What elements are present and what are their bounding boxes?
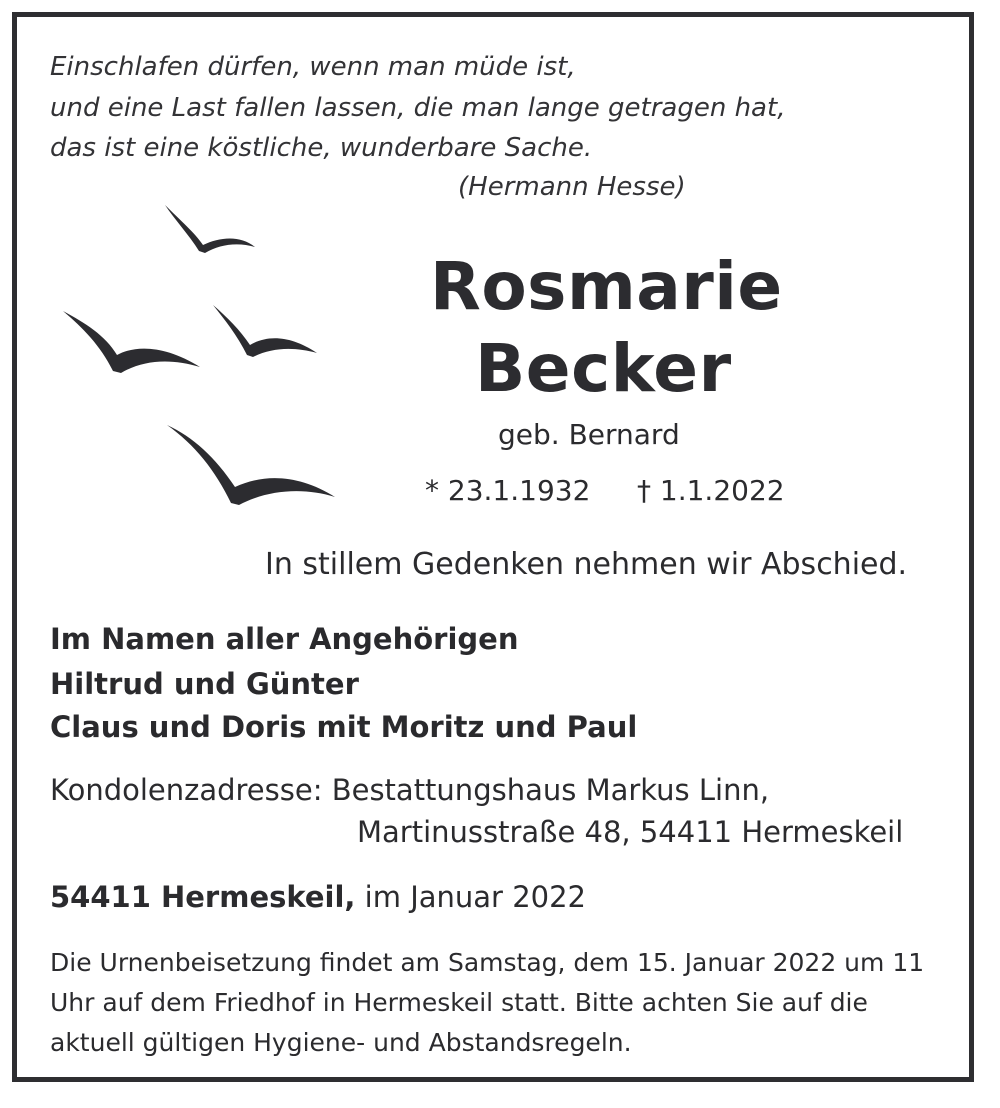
family-line-3: Claus und Doris mit Moritz und Paul <box>50 710 638 744</box>
bird-3-icon <box>63 311 200 373</box>
quote-line-1: Einschlafen dürfen, wenn man müde ist, <box>50 52 576 82</box>
bird-2-icon <box>213 305 317 357</box>
family-line-2: Hiltrud und Günter <box>50 667 359 701</box>
deceased-last-name: Becker <box>475 330 732 407</box>
bird-4-icon <box>167 425 335 505</box>
farewell-text: In stillem Gedenken nehmen wir Abschied. <box>265 547 908 582</box>
place-city: 54411 Hermeskeil, <box>50 880 356 914</box>
bird-1-icon <box>165 205 255 253</box>
place-date <box>50 880 586 914</box>
quote-line-2: und eine Last fallen lassen, die man lange getragen hat, <box>50 93 786 123</box>
place-month: im Januar 2022 <box>355 880 586 914</box>
burial-notice: Die Urnenbeisetzung findet am Samstag, dem 15. Januar 2022 um 11 Uhr auf dem Friedhof in Hermeskeil statt. Bitte achten Sie auf die aktuell gültigen Hygiene- und Abstandsregeln. <box>50 948 925 1057</box>
condolence-address-line-1: Kondolenzadresse: Bestattungshaus Markus Linn, <box>50 773 770 807</box>
birds-illustration <box>55 195 355 515</box>
birth-date: * 23.1.1932 <box>425 474 591 507</box>
deceased-first-name: Rosmarie <box>430 248 783 325</box>
family-line-1: Im Namen aller Angehörigen <box>50 622 519 656</box>
death-date: † 1.1.2022 <box>637 474 785 507</box>
birth-name: geb. Bernard <box>498 418 680 451</box>
quote-author: (Hermann Hesse) <box>458 172 686 202</box>
condolence-address-line-2: Martinusstraße 48, 54411 Hermeskeil <box>357 815 904 849</box>
quote-line-3: das ist eine köstliche, wunderbare Sache. <box>50 133 593 163</box>
